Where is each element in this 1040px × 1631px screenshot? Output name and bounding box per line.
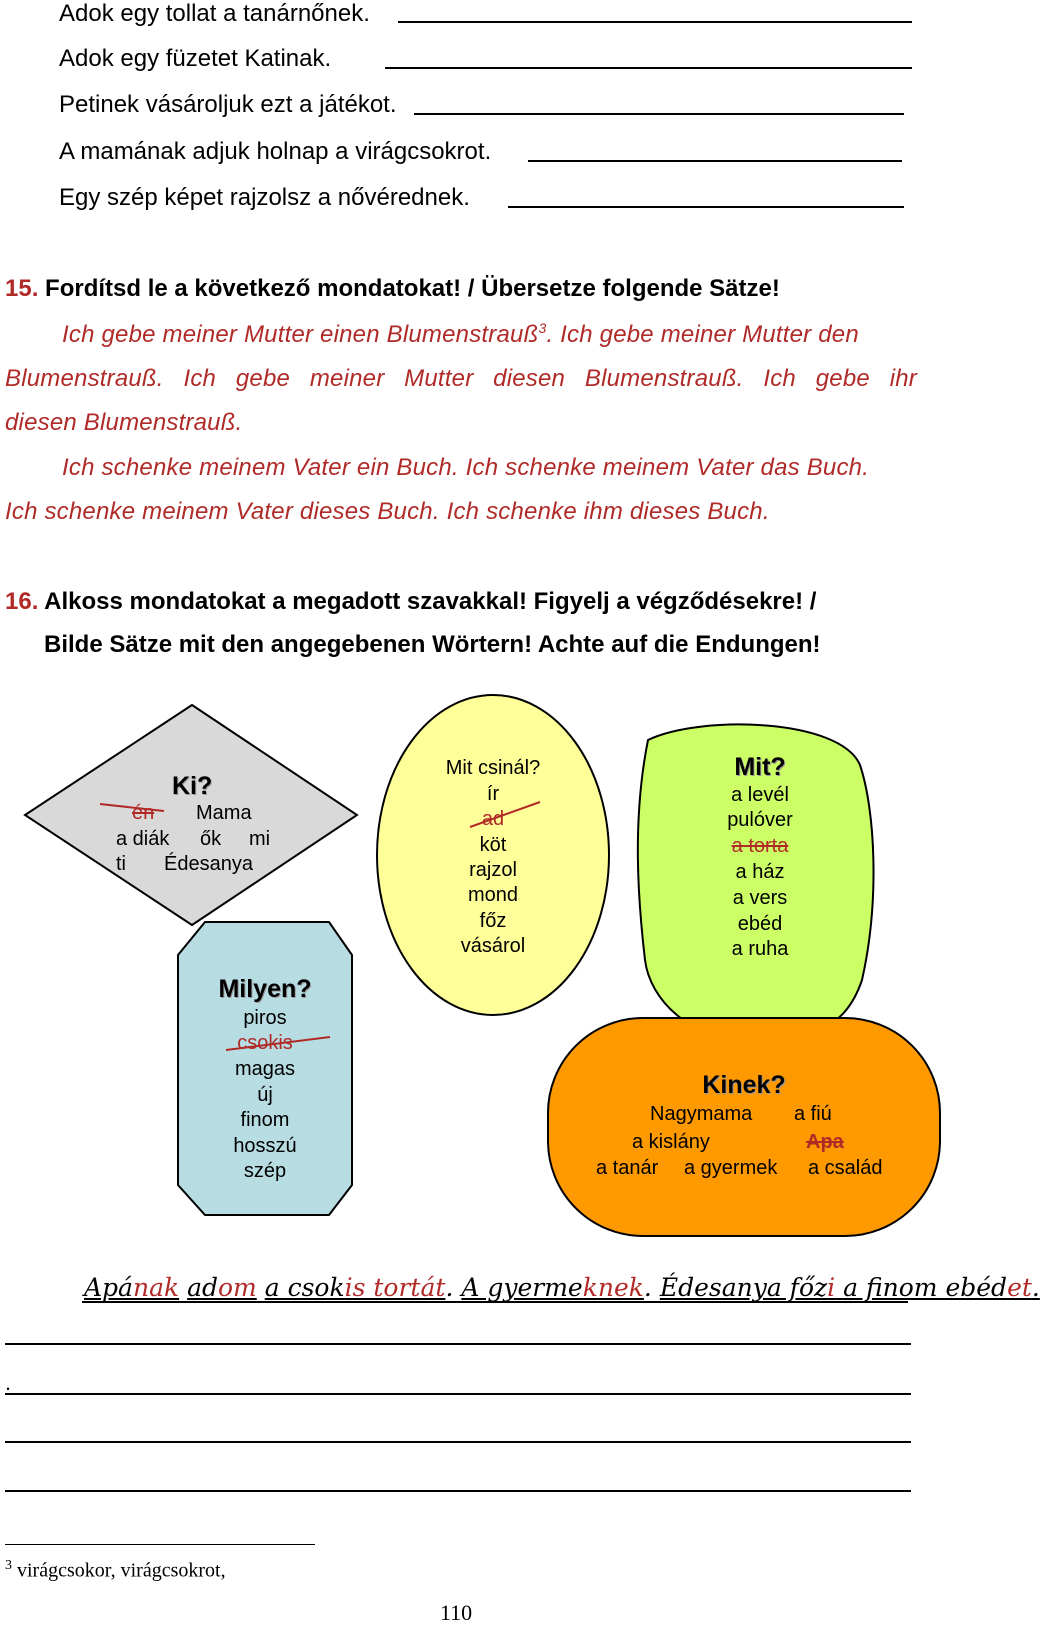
mit-csinal-word-struck: ad bbox=[481, 808, 505, 830]
footnote-separator bbox=[5, 1544, 315, 1545]
footnote-ref: 3 bbox=[538, 320, 547, 336]
kinek-word: a tanár bbox=[596, 1157, 659, 1179]
sentence-1: Adok egy tollat a tanárnőnek. bbox=[59, 0, 370, 27]
ki-word: ők bbox=[200, 828, 222, 850]
ki-title: Ki? bbox=[172, 772, 213, 800]
ki-word: a diák bbox=[116, 828, 170, 850]
answer-line[interactable] bbox=[82, 1301, 908, 1303]
sentence-5: Egy szép képet rajzolsz a nővérednek. bbox=[59, 184, 470, 211]
mit-word: a ház bbox=[735, 861, 785, 883]
written-answer: Apának adom a csokis tortát. A gyermeknek. Édesanya főzi a finom ebédet. bbox=[84, 1273, 1040, 1302]
translation-line: Ich gebe meiner Mutter einen Blumenstrauß$^3$. Ich gebe meiner Mutter den bbox=[62, 320, 859, 348]
answer-line[interactable] bbox=[5, 1393, 911, 1395]
ki-word: ti bbox=[116, 853, 126, 875]
ki-word: mi bbox=[249, 828, 271, 850]
page-number: 110 bbox=[440, 1600, 473, 1625]
mit-csinal-word: ír bbox=[486, 783, 500, 805]
mit-word: ebéd bbox=[737, 913, 783, 935]
exercise-instruction: Fordítsd le a következő mondatokat! / Übersetze folgende Sätze! bbox=[45, 275, 780, 302]
milyen-word: magas bbox=[234, 1058, 296, 1080]
mit-csinal-word: mond bbox=[467, 884, 519, 906]
kinek-word: a család bbox=[808, 1157, 883, 1179]
milyen-word: hosszú bbox=[233, 1135, 297, 1157]
mit-word: a levél bbox=[731, 784, 789, 806]
mit-title: Mit? bbox=[734, 753, 786, 781]
mit-word-struck: a torta bbox=[731, 835, 789, 857]
kinek-word: a gyermek bbox=[684, 1157, 778, 1179]
milyen-title: Milyen? bbox=[218, 975, 312, 1003]
footnote bbox=[5, 1558, 226, 1583]
mit-csinal-word: vásárol bbox=[460, 935, 526, 957]
translation-line: Ich schenke meinem Vater ein Buch. Ich schenke meinem Vater das Buch. bbox=[62, 454, 870, 481]
milyen-word: finom bbox=[240, 1109, 290, 1131]
mit-csinal-word: főz bbox=[479, 910, 507, 932]
mit-csinal-title: Mit csinál? bbox=[445, 757, 541, 779]
milyen-word-struck: csokis bbox=[237, 1032, 293, 1054]
kinek-word: a fiú bbox=[794, 1103, 832, 1125]
sentence-3: Petinek vásároljuk ezt a játékot. bbox=[59, 91, 397, 118]
footnote-text: virágcsokor, virágcsokrot, bbox=[17, 1559, 226, 1582]
translation-line: Blumenstrauß. Ich gebe meiner Mutter diesen Blumenstrauß. Ich gebe ihr bbox=[5, 365, 917, 392]
answer-line[interactable] bbox=[5, 1343, 911, 1345]
translation-line: Ich schenke meinem Vater dieses Buch. Ich schenke ihm dieses Buch. bbox=[5, 498, 770, 525]
mit-word: a vers bbox=[732, 887, 788, 909]
kinek-word-struck: Apa bbox=[806, 1131, 844, 1153]
exercise-instruction: Alkoss mondatokat a megadott szavakkal! Figyelj a végződésekre! / bbox=[44, 588, 817, 615]
milyen-word: új bbox=[257, 1084, 273, 1106]
mit-word: a ruha bbox=[731, 938, 789, 960]
answer-line[interactable] bbox=[5, 1441, 911, 1443]
ki-word: Mama bbox=[196, 802, 252, 824]
milyen-word: piros bbox=[243, 1007, 287, 1029]
mit-csinal-word: köt bbox=[479, 834, 507, 856]
sentence-2: Adok egy füzetet Katinak. bbox=[59, 45, 332, 72]
ki-diamond bbox=[25, 705, 357, 925]
mit-word: pulóver bbox=[727, 809, 793, 831]
exercise-number: 16. bbox=[5, 588, 39, 615]
ki-word: Édesanya bbox=[164, 853, 253, 875]
footnote-number: 3 bbox=[5, 1558, 12, 1573]
exercise-number: 15. bbox=[5, 275, 39, 302]
answer-line[interactable] bbox=[5, 1490, 911, 1492]
kinek-word: a kislány bbox=[632, 1131, 710, 1153]
answer-dot: . bbox=[5, 1370, 12, 1395]
kinek-title: Kinek? bbox=[702, 1071, 786, 1099]
sentence-4: A mamának adjuk holnap a virágcsokrot. bbox=[59, 138, 492, 165]
translation-line: diesen Blumenstrauß. bbox=[5, 409, 243, 436]
milyen-word: szép bbox=[243, 1160, 287, 1182]
ki-word-en: én bbox=[132, 802, 155, 824]
kinek-word: Nagymama bbox=[650, 1103, 753, 1125]
mit-csinal-word: rajzol bbox=[469, 859, 517, 881]
exercise-instruction: Bilde Sätze mit den angegebenen Wörtern! Achte auf die Endungen! bbox=[44, 631, 821, 658]
